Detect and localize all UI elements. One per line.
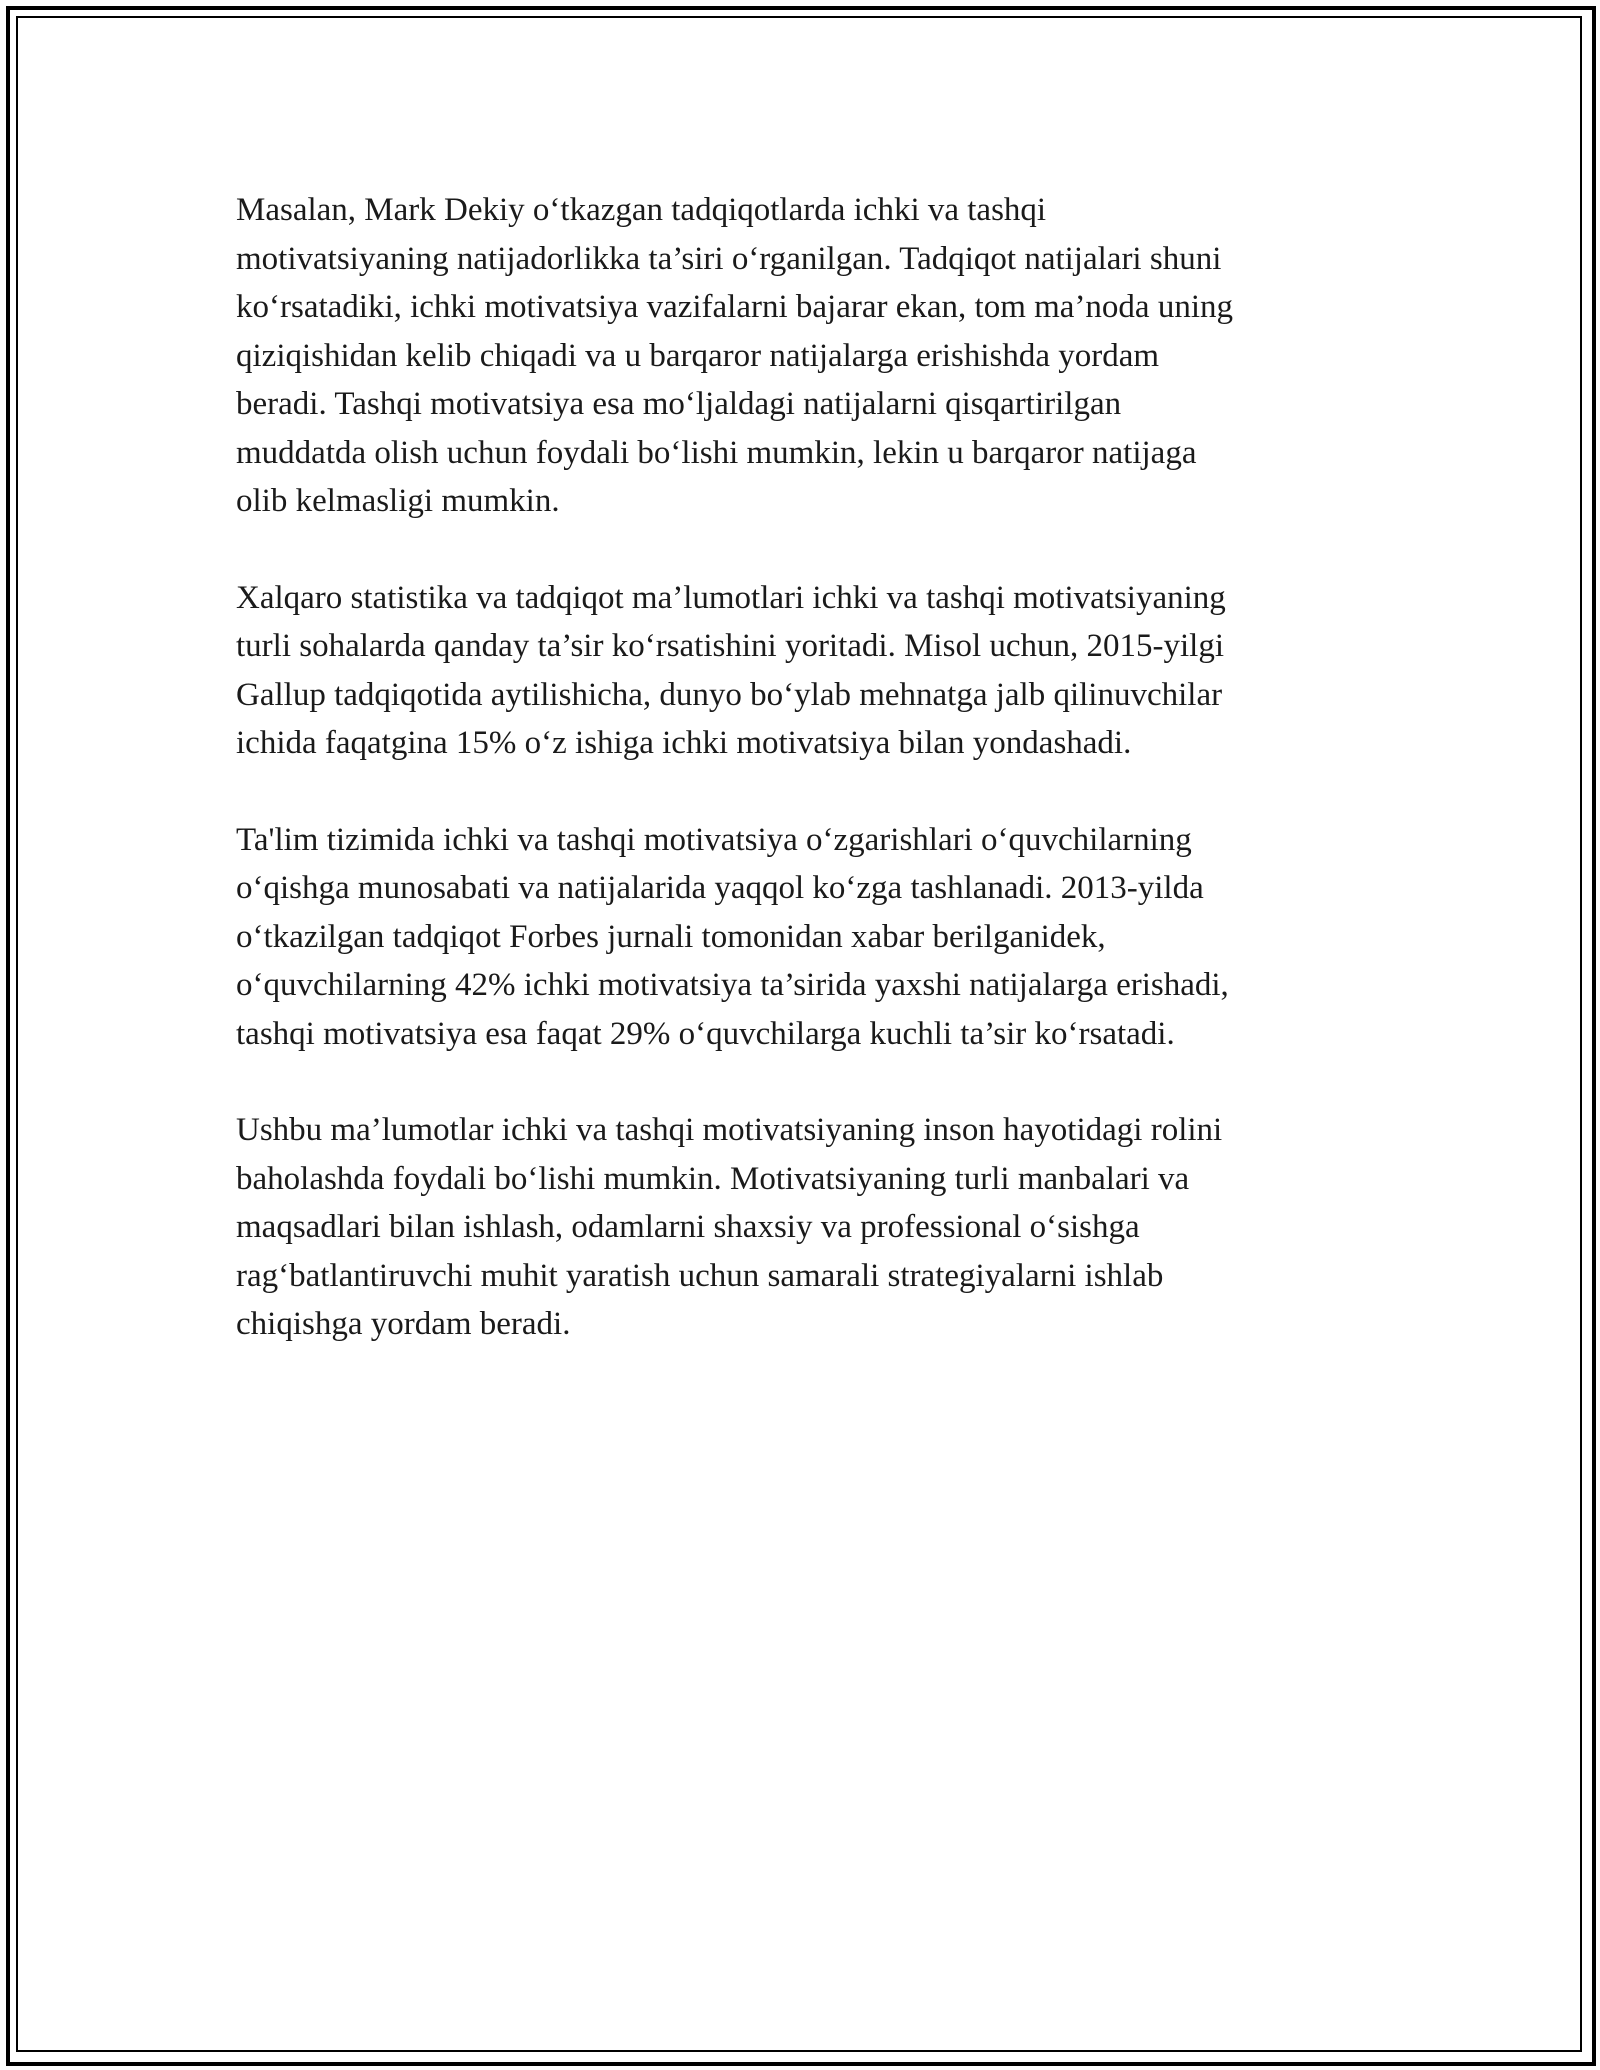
document-body bbox=[236, 186, 1366, 1397]
paragraph-1: Masalan, Mark Dekiy o‘tkazgan tadqiqotlarda ichki va tashqi motivatsiyaning natijadorlikka ta’siri o‘rganilgan. Tadqiqot natijalari shuni ko‘rsatadiki, ichki motivatsiya vazifalarni bajarar ekan, tom ma’noda uning qiziqishidan kelib chiqadi va u barqaror natijalarga erishishda yordam beradi. Tashqi motivatsiya esa mo‘ljaldagi natijalarni qisqartirilgan muddatda olish uchun foydali bo‘lishi mumkin, lekin u barqaror natijaga olib kelmasligi mumkin. bbox=[236, 192, 1233, 519]
paragraph-3: Ta'lim tizimida ichki va tashqi motivatsiya o‘zgarishlari o‘quvchilarning o‘qishga munosabati va natijalarida yaqqol ko‘zga tashlanadi. 2013-yilda o‘tkazilgan tadqiqot Forbes jurnali tomonidan xabar berilganidek, o‘quvchilarning 42% ichki motivatsiya ta’sirida yaxshi natijalarga erishadi, tashqi motivatsiya esa faqat 29% o‘quvchilarga kuchli ta’sir ko‘rsatadi. bbox=[236, 821, 1229, 1052]
paragraph-4: Ushbu ma’lumotlar ichki va tashqi motivatsiyaning inson hayotidagi rolini baholashda foydali bo‘lishi mumkin. Motivatsiyaning turli manbalari va maqsadlari bilan ishlash, odamlarni shaxsiy va professional o‘sishga rag‘batlantiruvchi muhit yaratish uchun samarali strategiyalarni ishlab chiqishga yordam beradi. bbox=[236, 1112, 1223, 1342]
paragraph-2: Xalqaro statistika va tadqiqot ma’lumotlari ichki va tashqi motivatsiyaning turli sohalarda qanday ta’sir ko‘rsatishini yoritadi. Misol uchun, 2015-yilgi Gallup tadqiqotida aytilishicha, dunyo bo‘ylab mehnatga jalb qilinuvchilar ichida faqatgina 15% o‘z ishiga ichki motivatsiya bilan yondashadi. bbox=[236, 579, 1226, 761]
